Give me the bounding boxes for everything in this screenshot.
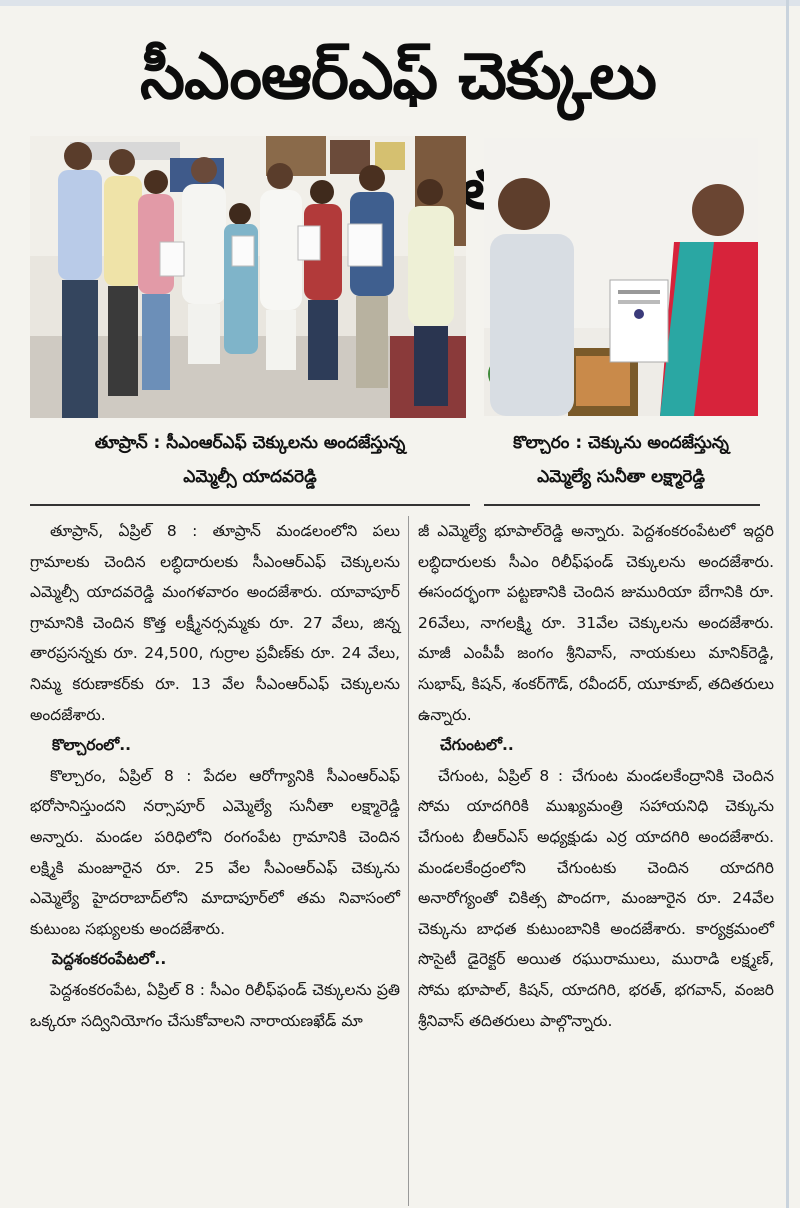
caption-right-line2: ఎమ్మెల్యే సునీతా లక్ష్మారెడ్డి [537, 467, 705, 487]
article-column-2 [418, 516, 774, 1036]
caption-right-line1: కొల్చారం : చెక్కును అందజేస్తున్న [513, 433, 729, 453]
photo-caption-right [490, 426, 752, 494]
subhead-peddashankarampet: పెద్దశంకరంపేటలో.. [52, 950, 167, 969]
page-top-bar [0, 0, 800, 6]
page-edge-line [786, 0, 789, 1208]
caption-divider-right [484, 504, 760, 506]
headline: సీఎంఆర్ఎఫ్ చెక్కులు [140, 40, 656, 114]
subhead-chegunta: చేగుంటలో.. [440, 736, 514, 755]
caption-divider-left [30, 504, 470, 506]
paragraph-peddashankarampet-cont: జీ ఎమ్మెల్యే భూపాల్‌రెడ్డి అన్నారు. పెద్దశంకరంపేటలో ఇద్దరి లబ్ధిదారులకు సీఎం రిలీఫ్‌ఫండ్ చెక్కులను అందజేశారు. ఈసందర్భంగా పట్టణానికి చెందిన జుమురియా బేగానికి రూ. 26వేలు, నాగలక్ష్మి రూ. 31వేల చెక్కులను అందజేశారు. మాజీ ఎంపీపీ జంగం శ్రీనివాస్, నాయకులు మానిక్‌రెడ్డి, సుభాష్, కిషన్, శంకర్‌గౌడ్, రవీందర్, యూకూబ్, తదితరులు ఉన్నారు. [418, 522, 774, 724]
article-column-1 [30, 516, 400, 1036]
photo-kolcharam-cheque-handover [484, 138, 758, 416]
column-divider [408, 516, 409, 1206]
paragraph-chegunta: చేగుంట, ఏప్రిల్ 8 : చేగుంట మండలకేంద్రానికి చెందిన సోమ యాదగిరికి ముఖ్యమంత్రి సహాయనిధి చెక్కును చేగుంట బీఆర్ఎస్ అధ్యక్షుడు ఎర్ర యాదగిరి అందజేశారు. మండలకేంద్రంలోని చేగుంటకు చెందిన యాదగిరి అనారోగ్యంతో చికిత్స పొందగా, మంజూరైన రూ. 24వేల చెక్కును బాధత కుటుంబానికి అందజేశారు. కార్యక్రమంలో సొసైటీ డైరెక్టర్ అయిత రఘురాములు, మురాడి లక్ష్మణ్, సోమ భూపాల్, కిషన్, యాదగిరి, భరత్, భగవాన్, వంజరి శ్రీనివాస్ తదితరులు పాల్గొన్నారు. [418, 766, 774, 1030]
photo-tupran-cheque-distribution [30, 136, 466, 418]
paragraph-kolcharam: కొల్చారం, ఏప్రిల్ 8 : పేదల ఆరోగ్యానికి సీఎంఆర్ఎఫ్ భరోసానిస్తుందని నర్సాపూర్ ఎమ్మెల్యే సునీతా లక్ష్మారెడ్డి అన్నారు. మండల పరిధిలోని రంగంపేట గ్రామానికి చెందిన లక్ష్మికి మంజూరైన రూ. 25 వేల సీఎంఆర్ఎఫ్ చెక్కును ఎమ్మెల్యే హైదరాబాద్‌లోని మాదాపూర్‌లో తమ నివాసంలో కుటుంబ సభ్యులకు అందజేశారు. [30, 766, 400, 938]
caption-left-line2: ఎమ్మెల్సీ యాదవరెడ్డి [183, 467, 317, 487]
paragraph-tupran: తూప్రాన్, ఏప్రిల్ 8 : తూప్రాన్ మండలంలోని పలు గ్రామాలకు చెందిన లబ్ధిదారులకు సీఎంఆర్ఎఫ్ చెక్కులను ఎమ్మెల్సీ యాదవరెడ్డి మంగళవారం అందజేశారు. యావాపూర్ గ్రామానికి చెందిన కొత్త లక్ష్మీనర్సమ్మకు రూ. 27 వేలు, జిన్న తారప్రసన్నకు రూ. 24,500, గుర్రాల ప్రవీణ్‌కు రూ. 24 వేలు, నిమ్మ కరుణాకర్‌కు రూ. 13 వేల సీఎంఆర్ఎఫ్ చెక్కులను అందజేశారు. [30, 522, 400, 724]
paragraph-peddashankarampet: పెద్దశంకరంపేట, ఏప్రిల్ 8 : సీఎం రిలీఫ్‌ఫండ్ చెక్కులను ప్రతి ఒక్కరూ సద్వినియోగం చేసుకోవాలని నారాయణఖేడ్ మా [30, 980, 400, 1030]
subhead-kolcharam: కొల్చారంలో.. [52, 736, 132, 755]
photo-caption-left [40, 426, 460, 494]
caption-left-line1: తూప్రాన్ : సీఎంఆర్ఎఫ్ చెక్కులను అందజేస్తున్న [94, 433, 406, 453]
